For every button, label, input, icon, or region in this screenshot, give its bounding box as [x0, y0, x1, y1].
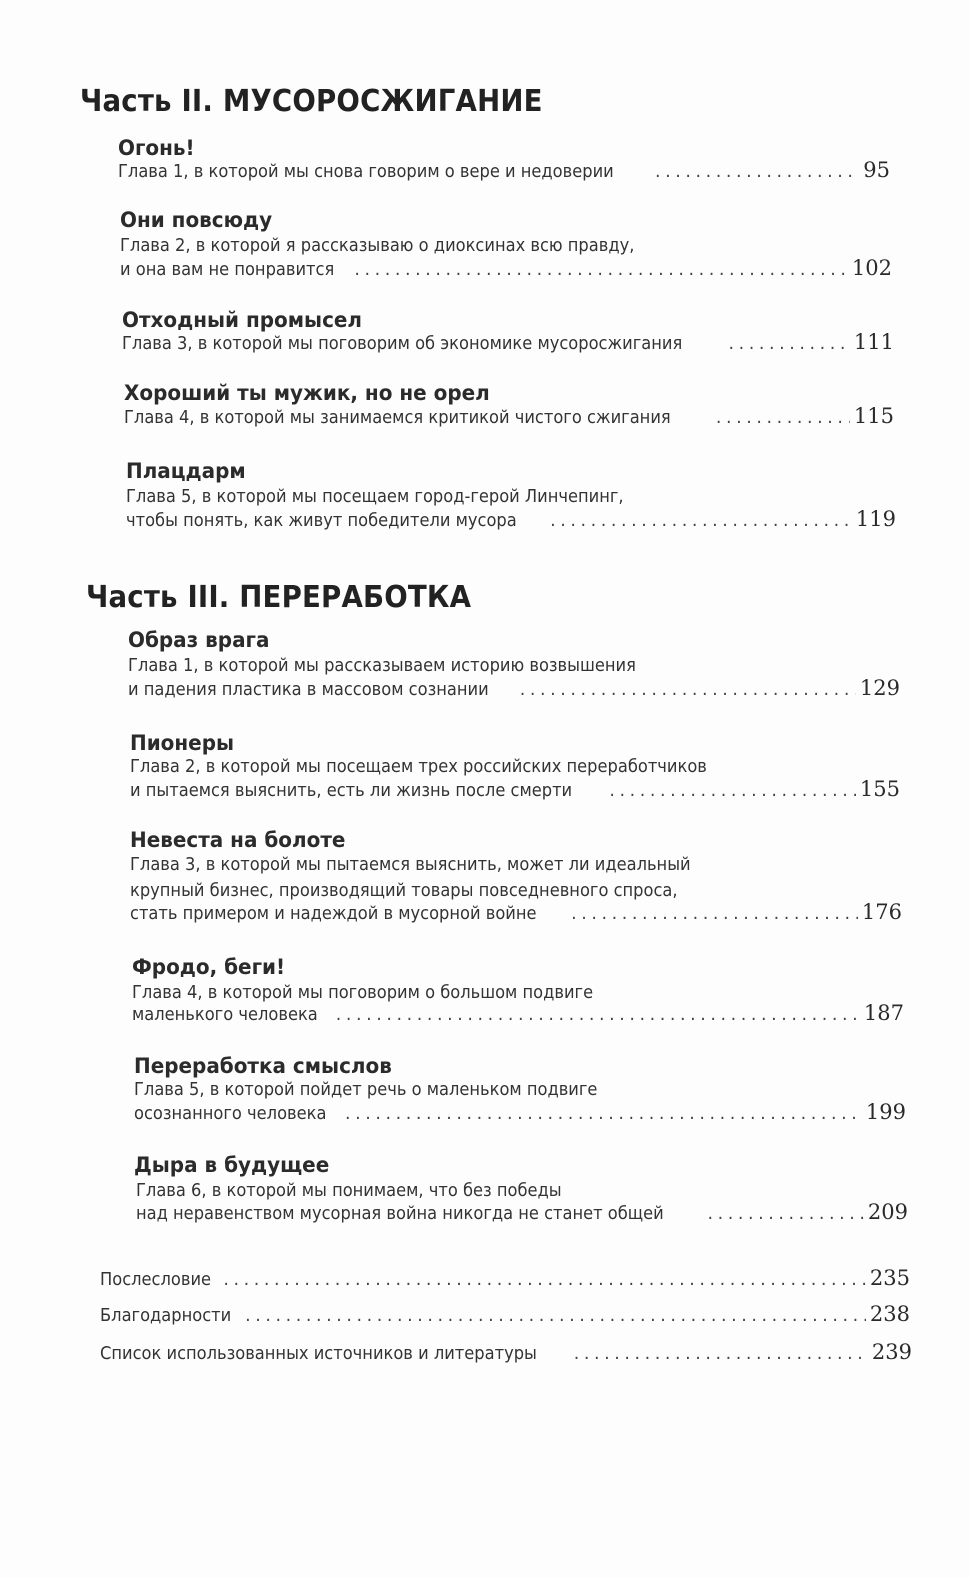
dot-leader — [716, 408, 850, 428]
chapter-title: Хороший ты мужик, но не орел — [124, 381, 490, 405]
chapter-subtitle: Глава 5, в которой пойдет речь о маленьком подвиге — [134, 1080, 598, 1100]
dot-leader — [345, 1104, 862, 1124]
toc-entry-afterword[interactable] — [100, 1266, 910, 1290]
backmatter-title: Благодарности — [100, 1306, 232, 1326]
dot-leader — [245, 1306, 866, 1326]
dot-leader — [728, 334, 849, 354]
chapter-subtitle: чтобы понять, как живут победители мусора — [126, 511, 517, 531]
dot-leader — [354, 260, 848, 280]
toc-entry-line[interactable] — [124, 404, 894, 428]
chapter-subtitle: Глава 5, в которой мы посещаем город-герой Линчепинг, — [126, 487, 624, 507]
dot-leader — [336, 1005, 860, 1025]
chapter-subtitle: Глава 4, в которой мы занимаемся критикой чистого сжигания — [124, 408, 671, 428]
chapter-subtitle: маленького человека — [132, 1005, 318, 1025]
page-number: 155 — [859, 777, 900, 801]
chapter-subtitle: и пытаемся выяснить, есть ли жизнь после смерти — [130, 781, 573, 801]
chapter-subtitle: Глава 3, в которой мы поговорим об экономике мусоросжигания — [122, 334, 683, 354]
backmatter-title: Послесловие — [100, 1270, 212, 1290]
page-number: 187 — [863, 1001, 904, 1025]
toc-entry-line[interactable] — [136, 1200, 908, 1224]
chapter-subtitle: стать примером и надеждой в мусорной войне — [130, 904, 537, 924]
page-number: 95 — [863, 158, 890, 182]
chapter-subtitle: Глава 2, в которой я рассказываю о диоксинах всю правду, — [120, 236, 635, 256]
page-number: 119 — [855, 507, 896, 531]
chapter-title: Фродо, беги! — [132, 955, 286, 979]
toc-entry-line[interactable] — [126, 507, 896, 531]
page-number: 199 — [865, 1100, 906, 1124]
page-number: 111 — [853, 330, 894, 354]
part-title: Часть II. МУСОРОСЖИГАНИЕ — [80, 84, 543, 119]
toc-entry-acknowledgements[interactable] — [100, 1302, 910, 1326]
chapter-title: Огонь! — [118, 136, 195, 160]
page-number: 176 — [861, 900, 902, 924]
chapter-subtitle: и она вам не понравится — [120, 260, 335, 280]
chapter-subtitle: Глава 2, в которой мы посещаем трех российских переработчиков — [130, 757, 707, 777]
chapter-title: Плацдарм — [126, 459, 246, 483]
dot-leader — [707, 1204, 863, 1224]
dot-leader — [550, 511, 852, 531]
dot-leader — [223, 1270, 865, 1290]
toc-entry-line[interactable] — [120, 256, 892, 280]
toc-entry-line[interactable] — [130, 777, 900, 801]
page-number: 129 — [859, 676, 900, 700]
backmatter-title: Список использованных источников и литературы — [100, 1344, 537, 1364]
toc-entry-line[interactable] — [128, 676, 900, 700]
chapter-subtitle: Глава 3, в которой мы пытаемся выяснить, может ли идеальный — [130, 855, 691, 875]
chapter-title: Дыра в будущее — [134, 1153, 330, 1177]
chapter-subtitle: над неравенством мусорная война никогда не станет общей — [136, 1204, 664, 1224]
page-number: 239 — [871, 1340, 912, 1364]
toc-entry-references[interactable] — [100, 1340, 912, 1364]
toc-entry-line[interactable] — [134, 1100, 906, 1124]
chapter-subtitle: осознанного человека — [134, 1104, 327, 1124]
chapter-title: Переработка смыслов — [134, 1054, 392, 1078]
page-number: 235 — [869, 1266, 910, 1290]
chapter-subtitle: и падения пластика в массовом сознании — [128, 680, 489, 700]
chapter-subtitle: крупный бизнес, производящий товары повседневного спроса, — [130, 881, 678, 901]
part-title: Часть III. ПЕРЕРАБОТКА — [86, 580, 472, 615]
toc-entry-line[interactable] — [122, 330, 894, 354]
toc-entry-line[interactable] — [130, 900, 902, 924]
page-number: 238 — [869, 1302, 910, 1326]
dot-leader — [655, 162, 859, 182]
chapter-title: Образ врага — [128, 628, 270, 652]
toc-entry-line[interactable] — [118, 158, 890, 182]
chapter-subtitle: Глава 1, в которой мы рассказываем историю возвышения — [128, 656, 636, 676]
chapter-subtitle: Глава 4, в которой мы поговорим о большом подвиге — [132, 983, 594, 1003]
page-number: 102 — [851, 256, 892, 280]
dot-leader — [571, 904, 858, 924]
chapter-title: Невеста на болоте — [130, 828, 346, 852]
chapter-subtitle: Глава 1, в которой мы снова говорим о вере и недоверии — [118, 162, 614, 182]
toc-entry-line[interactable] — [132, 1001, 904, 1025]
page-number: 115 — [853, 404, 894, 428]
chapter-title: Пионеры — [130, 731, 235, 755]
chapter-title: Отходный промысел — [122, 308, 363, 332]
chapter-subtitle: Глава 6, в которой мы понимаем, что без победы — [136, 1181, 562, 1201]
page-number: 209 — [867, 1200, 908, 1224]
dot-leader — [574, 1344, 868, 1364]
dot-leader — [520, 680, 856, 700]
chapter-title: Они повсюду — [120, 208, 273, 232]
dot-leader — [609, 781, 855, 801]
